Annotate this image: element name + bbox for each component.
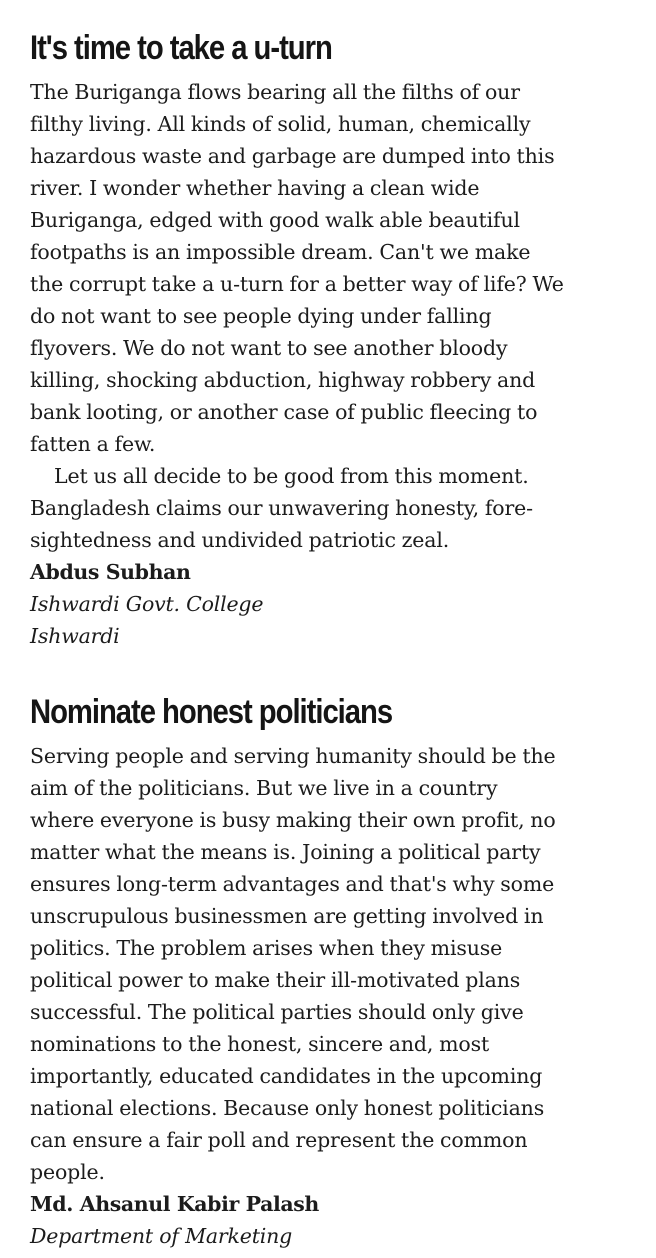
text-line: matter what the means is. Joining a political party bbox=[30, 840, 541, 864]
text-line: aim of the politicians. But we live in a country bbox=[30, 776, 498, 800]
text-line: river. I wonder whether having a clean wide bbox=[30, 176, 480, 200]
text-line: Serving people and serving humanity should be the bbox=[30, 744, 556, 768]
text-line: people. bbox=[30, 1160, 105, 1184]
letter-author: Abdus Subhan bbox=[30, 560, 191, 584]
text-line: political power to make their ill-motivated plans bbox=[30, 968, 521, 992]
text-line: The Buriganga flows bearing all the filths of our bbox=[30, 80, 520, 104]
text-line: footpaths is an impossible dream. Can't we make bbox=[30, 240, 531, 264]
letter-headline: It's time to take a u-turn bbox=[30, 29, 332, 67]
text-line: flyovers. We do not want to see another bloody bbox=[30, 336, 508, 360]
text-line: ensures long-term advantages and that's why some bbox=[30, 872, 555, 896]
text-line: importantly, educated candidates in the upcoming bbox=[30, 1064, 543, 1088]
letter-paragraph bbox=[30, 76, 630, 460]
text-line: hazardous waste and garbage are dumped into this bbox=[30, 144, 555, 168]
author-affiliation: Ishwardi Govt. College bbox=[30, 592, 264, 616]
text-line: sightedness and undivided patriotic zeal. bbox=[30, 528, 450, 552]
text-line: fatten a few. bbox=[30, 432, 156, 456]
letter-author: Md. Ahsanul Kabir Palash bbox=[30, 1192, 319, 1216]
letter-nominate-honest-politicians bbox=[30, 692, 630, 1252]
text-line: the corrupt take a u-turn for a better way of life? We bbox=[30, 272, 564, 296]
letter-u-turn bbox=[30, 28, 630, 652]
text-line: can ensure a fair poll and represent the common bbox=[30, 1128, 528, 1152]
text-line: politics. The problem arises when they misuse bbox=[30, 936, 503, 960]
text-line: filthy living. All kinds of solid, human, chemically bbox=[30, 112, 531, 136]
text-line: do not want to see people dying under falling bbox=[30, 304, 492, 328]
text-line: Let us all decide to be good from this moment. bbox=[54, 464, 529, 488]
text-line: Buriganga, edged with good walk able beautiful bbox=[30, 208, 520, 232]
letters-page bbox=[30, 28, 630, 1252]
letter-paragraph bbox=[30, 460, 630, 556]
text-line: where everyone is busy making their own profit, no bbox=[30, 808, 556, 832]
text-line: unscrupulous businessmen are getting involved in bbox=[30, 904, 544, 928]
text-line: Bangladesh claims our unwavering honesty, fore- bbox=[30, 496, 533, 520]
author-location: Ishwardi bbox=[30, 624, 120, 648]
author-affiliation: Department of Marketing bbox=[30, 1224, 293, 1248]
text-line: killing, shocking abduction, highway robbery and bbox=[30, 368, 536, 392]
text-line: nominations to the honest, sincere and, most bbox=[30, 1032, 490, 1056]
letter-headline: Nominate honest politicians bbox=[30, 693, 393, 731]
text-line: national elections. Because only honest politicians bbox=[30, 1096, 545, 1120]
letter-paragraph bbox=[30, 740, 630, 1188]
text-line: bank looting, or another case of public fleecing to bbox=[30, 400, 538, 424]
text-line: successful. The political parties should only give bbox=[30, 1000, 524, 1024]
